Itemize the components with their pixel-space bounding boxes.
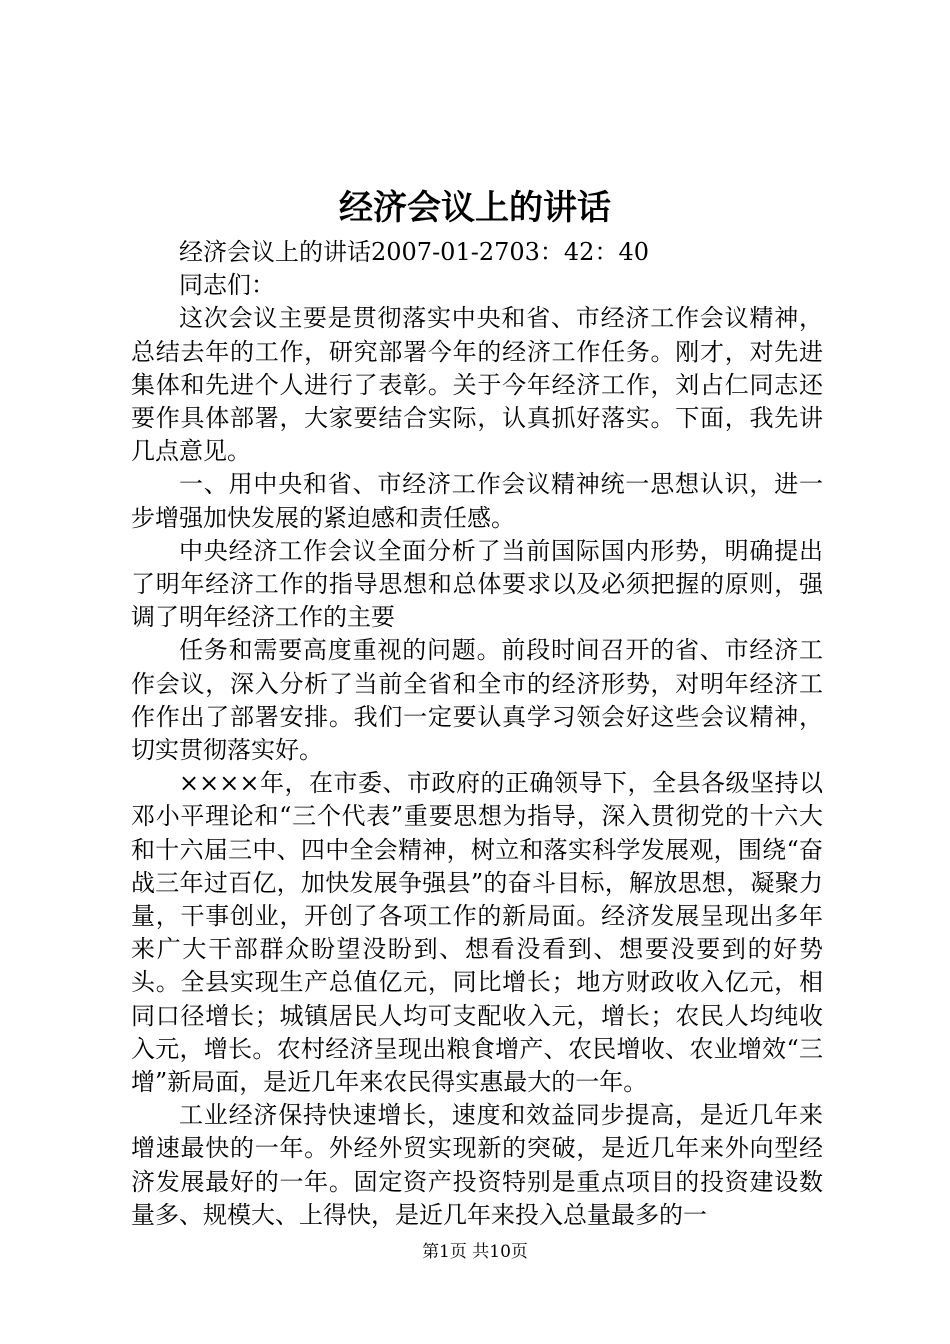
paragraph: 工业经济保持快速增长，速度和效益同步提高，是近几年来增速最快的一年。外经外贸实现新的突破，是近几年来外向型经济发展最好的一年。固定资产投资特别是重点项目的投资建设数量多、规模大、上得快，是近几年来投入总量最多的一 [131,1101,823,1229]
paragraph: 中央经济工作会议全面分析了当前国际国内形势，明确提出了明年经济工作的指导思想和总体要求以及必须把握的原则，强调了明年经济工作的主要 [131,536,823,632]
paragraph: 一、用中央和省、市经济工作会议精神统一思想认识，进一步增强加快发展的紧迫感和责任感。 [131,470,823,532]
document-body [131,236,823,1232]
paragraph: 这次会议主要是贯彻落实中央和省、市经济工作会议精神，总结去年的工作，研究部署今年的经济工作任务。刚才，对先进集体和先进个人进行了表彰。关于今年经济工作，刘占仁同志还要作具体部署，大家要结合实际，认真抓好落实。下面，我先讲几点意见。 [131,304,823,466]
document-title: 经济会议上的讲话 [339,188,611,228]
paragraph: 同志们： [179,271,275,300]
paragraph: 经济会议上的讲话2007-01-2703：42：40 [179,238,649,266]
page-number-footer: 第1页 共10页 [422,1242,528,1262]
paragraph: ××××年，在市委、市政府的正确领导下，全县各级坚持以邓小平理论和“三个代表”重要思想为指导，深入贯彻党的十六大和十六届三中、四中全会精神，树立和落实科学发展观，围绕“奋战三年过百亿，加快发展争强县”的奋斗目标，解放思想，凝聚力量，干事创业，开创了各项工作的新局面。经济发展呈现出多年来广大干部群众盼望没盼到、想看没看到、想要没要到的好势头。全县实现生产总值亿元，同比增长；地方财政收入亿元，相同口径增长；城镇居民人均可支配收入元，增长；农民人均纯收入元，增长。农村经济呈现出粮食增产、农民增收、农业增效“三增”新局面，是近几年来农民得实惠最大的一年。 [131,769,823,1097]
paragraph: 任务和需要高度重视的问题。前段时间召开的省、市经济工作会议，深入分析了当前全省和全市的经济形势，对明年经济工作作出了部署安排。我们一定要认真学习领会好这些会议精神，切实贯彻落实好。 [131,636,823,765]
